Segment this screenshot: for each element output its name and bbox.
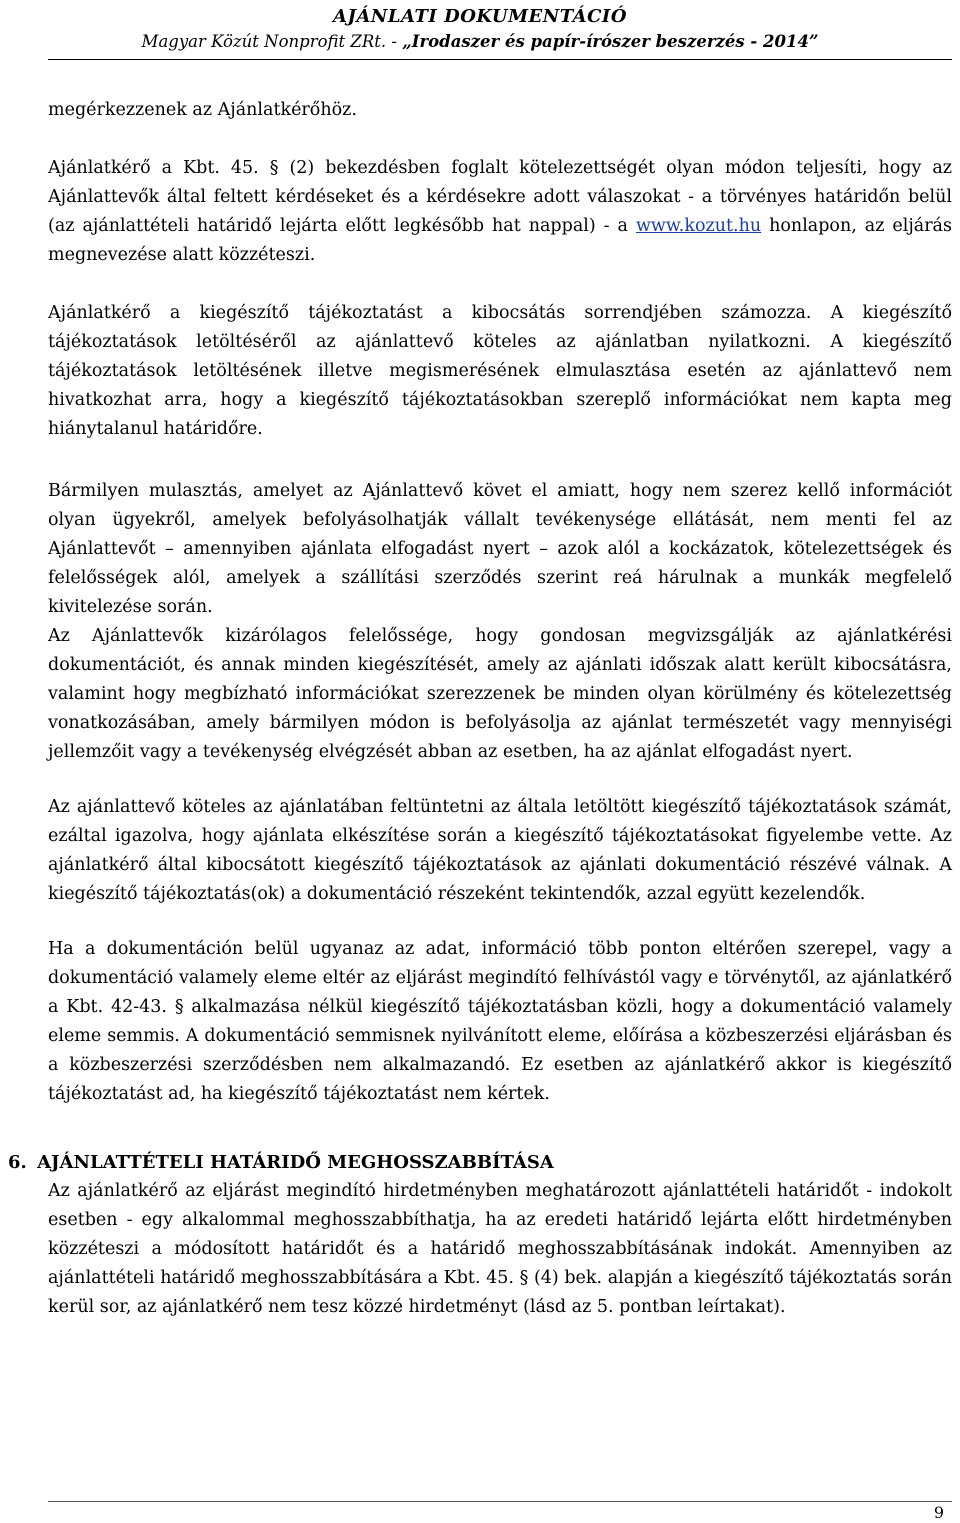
paragraph: Ha a dokumentáción belül ugyanaz az adat, információ több ponton eltérően szerepel, vagy a dokumentáció valamely eleme eltér az eljárást megindító felhívástól vagy e törvénytől, az ajánlatkérő a Kbt. 42-43. § alkalmazása nélkül kiegészítő tájékoztatásban közli, hogy a dokumentáció valamely eleme semmis. A dokumentáció semmisnek nyilvánított eleme, előírása a közbeszerzési eljárásban és a közbeszerzési szerződésben nem alkalmazandó. Ez esetben az ajánlatkérő akkor is kiegészítő tájékoztatást ad, ha kiegészítő tájékoztatást nem kértek.: [48, 939, 952, 1104]
page-number: 9: [933, 1503, 944, 1522]
paragraph-text: honlapon, az eljárás megnevezése alatt közzéteszi.: [48, 216, 952, 265]
paragraph: [48, 154, 952, 270]
issuer-name: Magyar Közút Nonprofit ZRt. -: [141, 32, 403, 51]
section-heading: [8, 1148, 952, 1177]
kozut-website-link[interactable]: www.kozut.hu: [635, 216, 762, 236]
page-header: [0, 6, 960, 53]
header-divider: [48, 59, 952, 60]
document-subtitle: [0, 31, 960, 53]
paragraph: Ajánlatkérő a kiegészítő tájékoztatást a kibocsátás sorrendjében számozza. A kiegészítő tájékoztatások letöltéséről az ajánlattevő köteles az ajánlatban nyilatkozni. A kiegészítő tájékoztatások letöltésének illetve megismerésének elmulasztása esetén az ajánlattevő nem hivatkozhat arra, hogy a kiegészítő tájékoztatásokban szereplő információkat nem kapta meg hiánytalanul határidőre.: [48, 303, 952, 439]
paragraph: megérkezzenek az Ajánlatkérőhöz.: [48, 100, 357, 120]
paragraph-text: Ajánlatkérő a Kbt. 45. § (2) bekezdésben foglalt kötelezettségét olyan módon teljesíti, hogy az Ajánlattevők által feltett kérdéseket és a kérdésekre adott válaszokat - a törvényes határidőn belül (az ajánlattételi határidő lejárta előtt legkésőbb hat nappal) - a: [48, 158, 952, 236]
project-name: „Irodaszer és papír-írószer beszerzés - 2014”: [402, 32, 819, 51]
document-title: AJÁNLATI DOKUMENTÁCIÓ: [332, 6, 627, 27]
document-body: [8, 96, 952, 1322]
paragraph: Az ajánlattevő köteles az ajánlatában feltüntetni az általa letöltött kiegészítő tájékoztatások számát, ezáltal igazolva, hogy ajánlata elkészítése során a kiegészítő tájékoztatásokat figyelembe vette. Az ajánlatkérő által kibocsátott kiegészítő tájékoztatások az ajánlati dokumentáció részévé válnak. A kiegészítő tájékoztatás(ok) a dokumentáció részeként tekintendők, azzal együtt kezelendők.: [48, 797, 952, 904]
footer-divider: [48, 1501, 952, 1502]
paragraph: Bármilyen mulasztás, amelyet az Ajánlattevő követ el amiatt, hogy nem szerez kellő információt olyan ügyekről, amelyek befolyásolhatják vállalt tevékenysége ellátását, nem menti fel az Ajánlattevőt – amennyiben ajánlata elfogadást nyert – azok alól a kockázatok, kötelezettségek és felelősségek alól, amelyek a szállítási szerződés szerint reá hárulnak a munkák megfelelő kivitelezése során.: [48, 481, 952, 617]
section-title: AJÁNLATTÉTELI HATÁRIDŐ MEGHOSSZABBÍTÁSA: [37, 1152, 554, 1173]
section-number: 6.: [8, 1152, 27, 1173]
paragraph: Az ajánlatkérő az eljárást megindító hirdetményben meghatározott ajánlattételi határidőt - indokolt esetben - egy alkalommal meghosszabbíthatja, ha az eredeti határidő lejárta előtt hirdetményben közzéteszi a módosított határidőt és a határidő meghosszabbításának indokát. Amennyiben az ajánlattételi határidő meghosszabbítására a Kbt. 45. § (4) bek. alapján a kiegészítő tájékoztatás során kerül sor, az ajánlatkérő nem tesz közzé hirdetményt (lásd az 5. pontban leírtakat).: [48, 1181, 952, 1317]
paragraph: Az Ajánlattevők kizárólagos felelőssége, hogy gondosan megvizsgálják az ajánlatkérési dokumentációt, és annak minden kiegészítését, amely az ajánlati időszak alatt került kibocsátásra, valamint hogy megbízható információkat szerezzenek be minden olyan körülmény és kötelezettség vonatkozásában, amely bármilyen módon is befolyásolja az ajánlat természetét vagy mennyiségi jellemzőit vagy a tevékenység elvégzését abban az esetben, ha az ajánlat elfogadást nyert.: [48, 626, 952, 762]
